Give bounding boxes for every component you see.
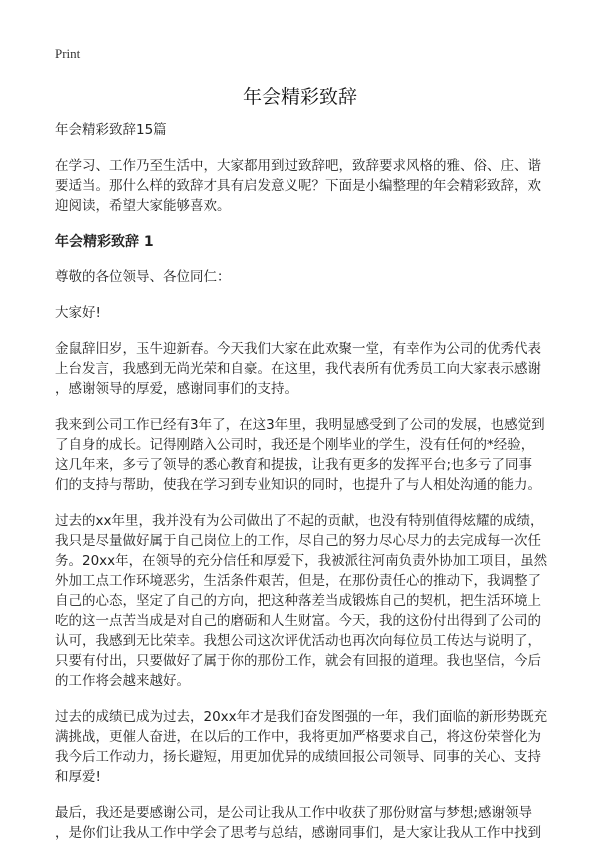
text-line: 务。20xx年，在领导的充分信任和厚爱下，我被派往河南负责外协加工项目，虽然 bbox=[55, 553, 548, 569]
text-line: 了自身的成长。记得刚踏入公司时，我还是个刚毕业的学生，没有任何的*经验， bbox=[55, 437, 535, 453]
speech-paragraph bbox=[55, 339, 545, 399]
text-line: 要适当。那什么样的致辞才具有启发意义呢？下面是小编整理的年会精彩致辞，欢 bbox=[55, 178, 541, 194]
subtitle: 年会精彩致辞15篇 bbox=[55, 122, 167, 138]
document-body bbox=[55, 120, 548, 859]
page-title: 年会精彩致辞 bbox=[242, 86, 357, 108]
speech-paragraph bbox=[55, 803, 545, 843]
section-heading: 年会精彩致辞 1 bbox=[55, 234, 154, 250]
text-line: 我今后工作动力，扬长避短，用更加优异的成绩回报公司领导、同事的关心、支持 bbox=[55, 749, 541, 765]
text-line: 最后，我还是要感谢公司，是公司让我从工作中收获了那份财富与梦想;感谢领导 bbox=[55, 805, 533, 821]
text-line: 上台发言，我感到无尚光荣和自豪。在这里，我代表所有优秀员工向大家表示感谢 bbox=[55, 361, 541, 377]
text-line: 吃的这一点苦当成是对自己的磨砺和人生财富。今天，我的这份付出得到了公司的 bbox=[55, 613, 541, 629]
text-line: 过去的xx年里，我并没有为公司做出了不起的贡献，也没有特别值得炫耀的成绩， bbox=[55, 513, 544, 529]
text-line: 这几年来，多亏了领导的悉心教育和提拔，让我有更多的发挥平台;也多亏了同事 bbox=[55, 457, 533, 473]
text-line: ，感谢领导的厚爱，感谢同事们的支持。 bbox=[55, 381, 298, 397]
text-line: 满挑战，更催人奋进，在以后的工作中，我将更加严格要求自己，将这份荣誉化为 bbox=[55, 729, 541, 745]
text-line: 在学习、工作乃至生活中，大家都用到过致辞吧，致辞要求风格的雅、俗、庄、谐 bbox=[55, 158, 541, 174]
intro-paragraph bbox=[55, 156, 545, 216]
text-line: 我来到公司工作已经有3年了，在这3年里，我明显感受到了公司的发展，也感觉到 bbox=[55, 417, 545, 433]
text-line: 金鼠辞旧岁，玉牛迎新春。今天我们大家在此欢聚一堂，有幸作为公司的优秀代表 bbox=[55, 341, 541, 357]
text-line: 过去的成绩已成为过去，20xx年才是我们奋发图强的一年，我们面临的新形势既充 bbox=[55, 709, 548, 725]
speech-paragraph bbox=[55, 415, 545, 495]
text-line: ，是你们让我从工作中学会了思考与总结，感谢同事们，是大家让我从工作中找到 bbox=[55, 825, 541, 841]
text-line: 迎阅读，希望大家能够喜欢。 bbox=[55, 198, 231, 214]
text-line: 和厚爱! bbox=[55, 769, 101, 785]
text-line: 的工作将会越来越好。 bbox=[55, 673, 190, 689]
speech-paragraph bbox=[55, 707, 548, 787]
text-line: 外加工点工作环境恶劣，生活条件艰苦，但是，在那份责任心的推动下，我调整了 bbox=[55, 573, 541, 589]
text-line: 只要有付出，只要做好了属于你的那份工作，就会有回报的道理。我也坚信，今后 bbox=[55, 653, 541, 669]
salutation: 尊敬的各位领导、各位同仁： bbox=[55, 269, 231, 285]
speech-paragraph bbox=[55, 511, 548, 691]
text-line: 我只是尽量做好属于自己岗位上的工作，尽自己的努力尽心尽力的去完成每一次任 bbox=[55, 533, 541, 549]
text-line: 们的支持与帮助，使我在学习到专业知识的同时，也提升了与人相处沟通的能力。 bbox=[55, 477, 541, 493]
print-link[interactable]: Print bbox=[55, 46, 81, 61]
text-line: 认可，我感到无比荣幸。我想公司这次评优活动也再次向每位员工传达与说明了， bbox=[55, 633, 541, 649]
greeting: 大家好! bbox=[55, 305, 101, 321]
text-line: 自己的心态，坚定了自己的方向，把这种落差当成锻炼自己的契机，把生活环境上 bbox=[55, 593, 541, 609]
speech-paragraphs bbox=[55, 339, 548, 843]
